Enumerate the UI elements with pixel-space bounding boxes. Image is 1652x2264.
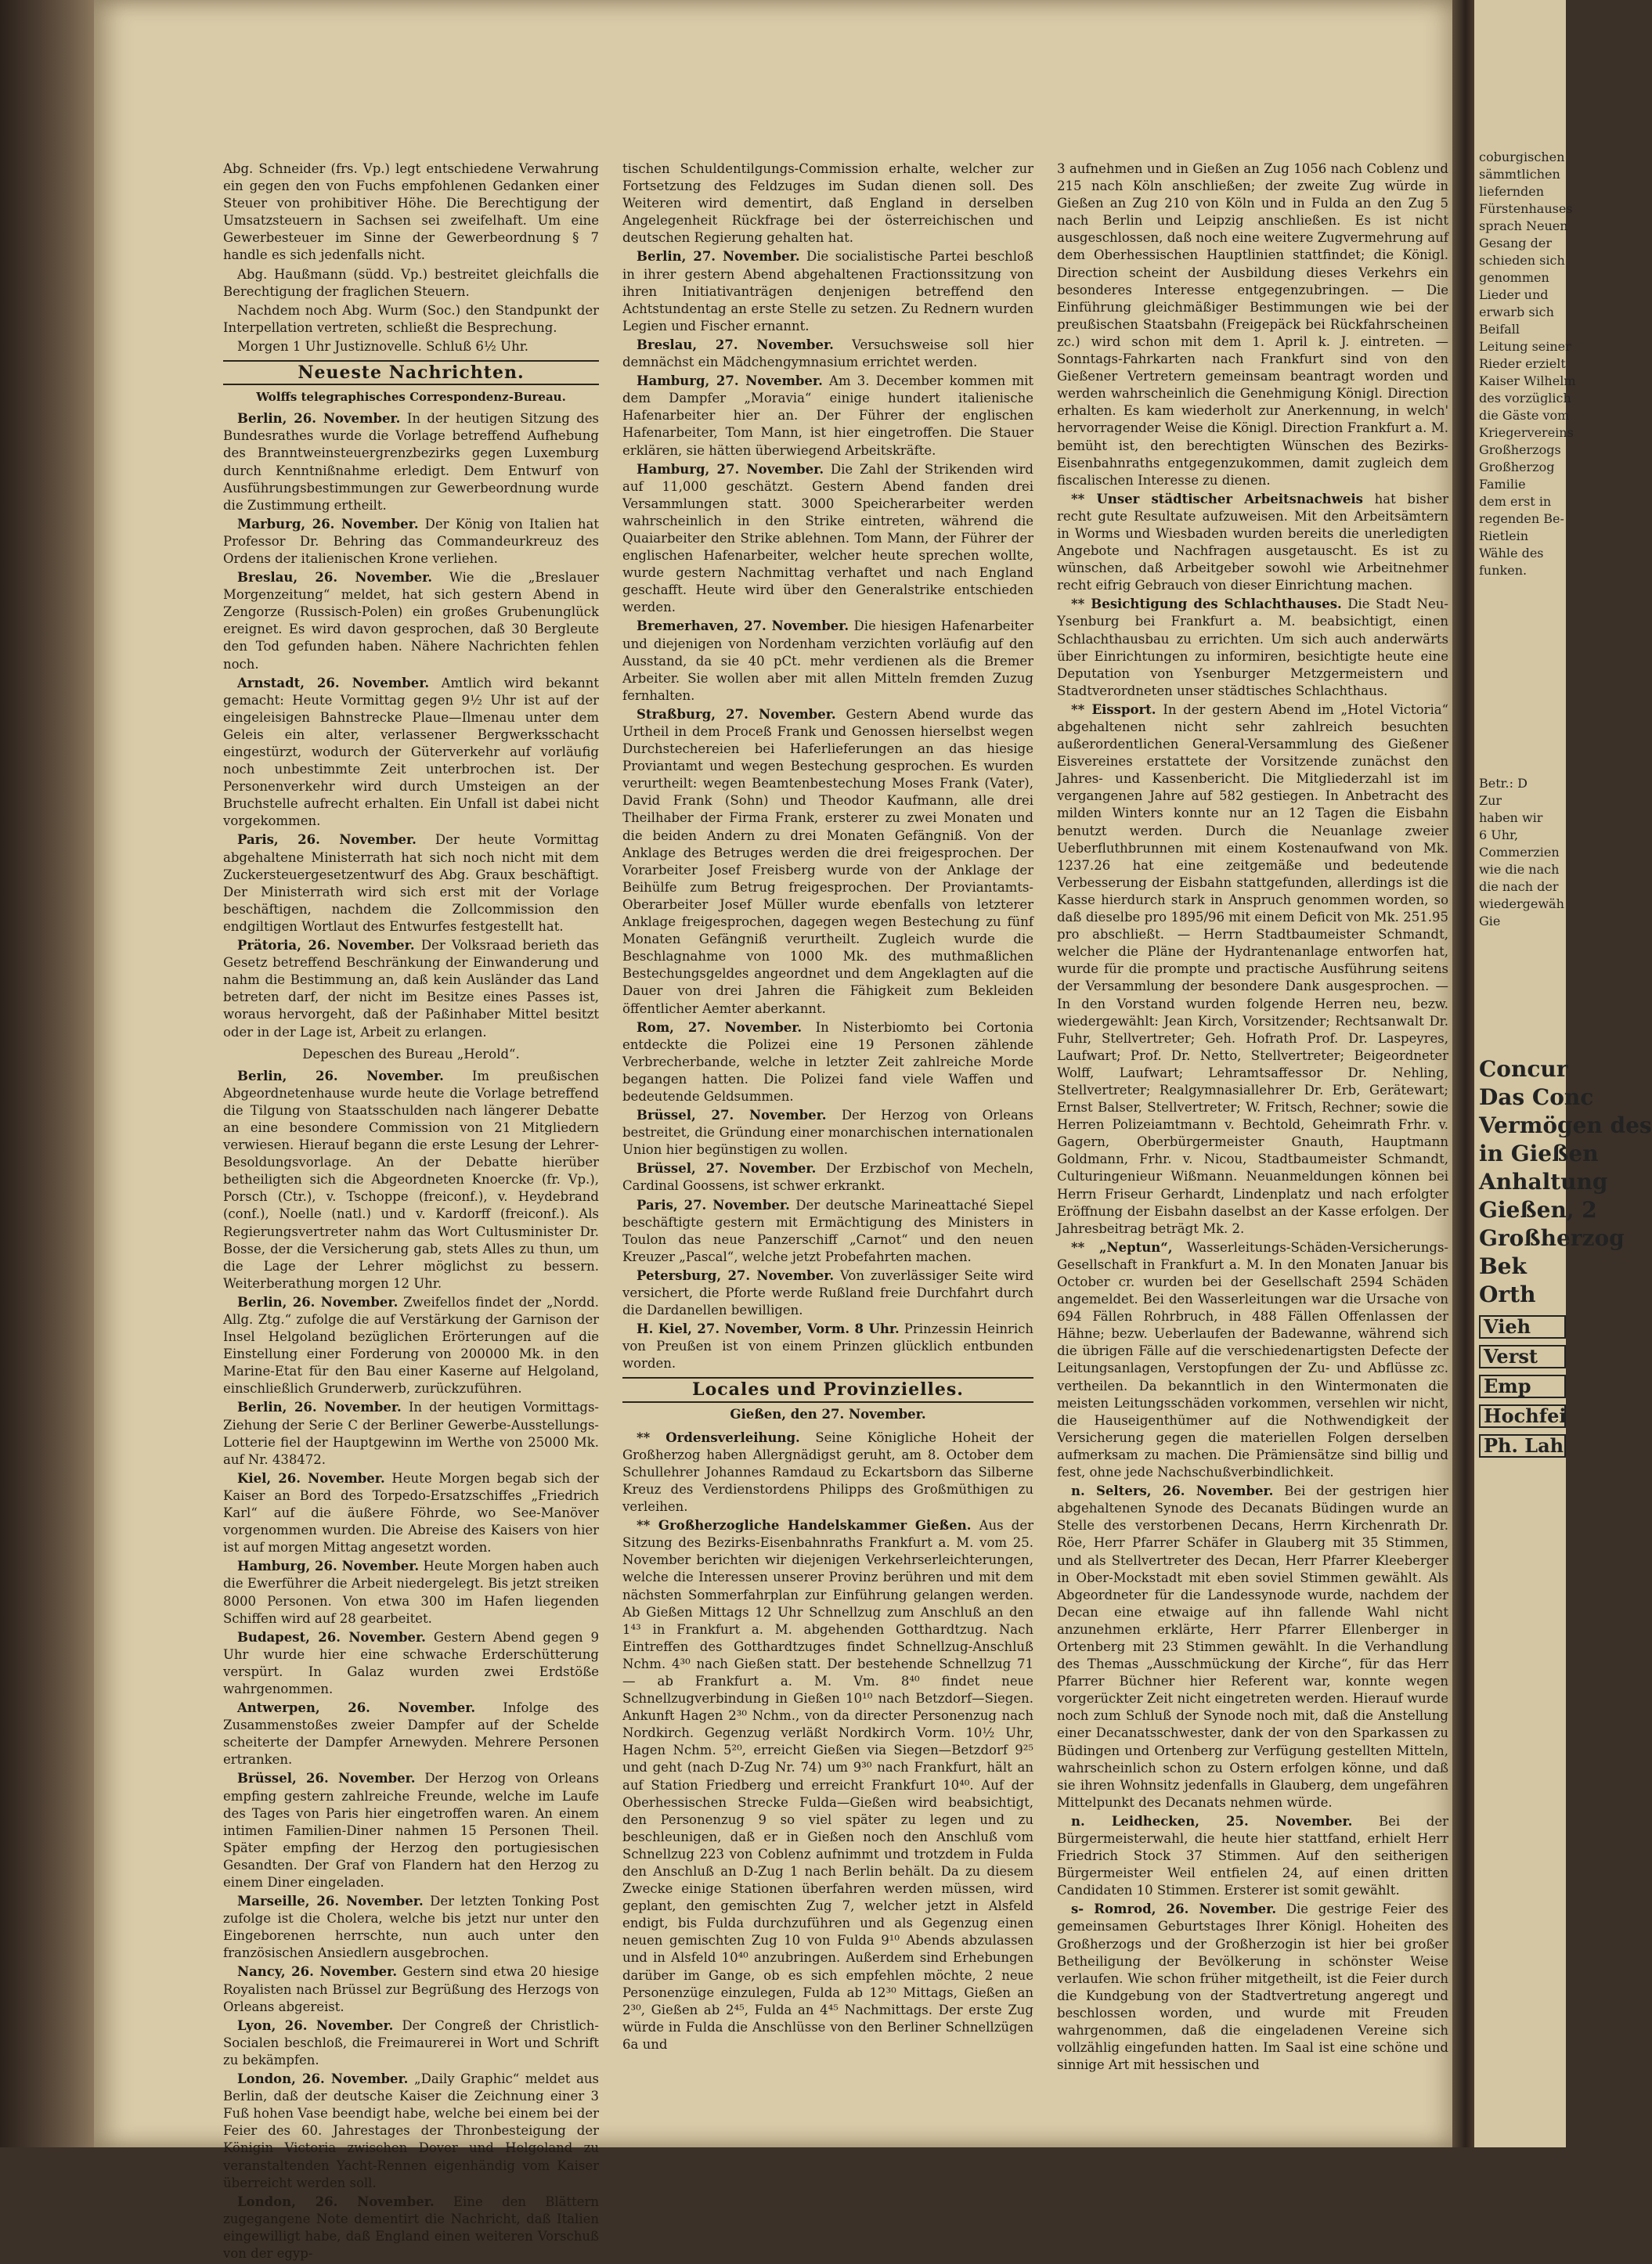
item-text: In der heutigen Sitzung des Bundesrathes wurde die Vorlage betreffend Aufhebung des Branntweinsteuergrenzbezirks gegen Luxemburg durch Kenntnißnahme erledigt. Dem Entwurf von Ausführungsbestimmungen zur Gewerbeordnung wurde die Zustimmung ertheilt. <box>223 411 600 513</box>
item-dateline: Petersburg, 27. November. <box>637 1267 835 1283</box>
fragment-lines <box>1474 579 1566 930</box>
item-text: Bei der Bürgermeisterwahl, die heute hier stattfand, erhielt Herr Friedrich Stock 37 Stimmen. Auf den seitherigen Bürgermeister Weil entfielen 24, auf einen dritten Candidaten 10 Stimmen. Ersterer ist somit gewählt. <box>1057 1813 1448 1898</box>
column-2 <box>622 160 1033 2055</box>
news-item <box>622 160 1033 247</box>
news-item <box>1057 1901 1448 2074</box>
fragment-line: Gesang der <box>1479 236 1552 251</box>
item-dateline: Berlin, 26. November. <box>237 411 401 427</box>
fragment-line: Rietlein <box>1479 528 1529 543</box>
fragment-line: sprach Neuen <box>1479 218 1568 233</box>
item-text: Gestern sind etwa 20 hiesige Royalisten nach Brüssel zur Begrüßung des Herzogs von Orleans abgereist. <box>223 1964 600 2014</box>
fragment-line: haben wir <box>1479 810 1543 825</box>
fragment-line: Hochfei <box>1479 1404 1566 1428</box>
fragment-line: erwarb sich <box>1479 305 1554 319</box>
news-item <box>223 1068 599 1292</box>
fragment-line: Kaiser Wilhelm <box>1479 373 1576 388</box>
item-text: Im preußischen Abgeordnetenhause wurde heute die Vorlage betreffend die Tilgung von Staatsschulden nach längerer Debatte an eine besondere Commission von 21 Mitgliedern verwiesen. Hierauf begann die erste Lesung der Lehrer-Besoldungsvorlage. An der Debatte hierüber betheiligten sich die Abgeordneten Knoercke (fr. Vp.), Porsch (Ctr.), v. Tschoppe (freiconf.), v. Heydebrand (conf.), Noelle (natl.) und v. Kardorff (freiconf.). Als Regierungsvertreter nahm das Wort Cultusminister Dr. Bosse, der die Versicherung gab, stets Alles zu thun, um die Lage der Lehrer möglichst zu bessern. Weiterberathung morgen 12 Uhr. <box>223 1068 599 1291</box>
item-text: In der gestern Abend im „Hotel Victoria“ abgehaltenen nicht sehr zahlreich besuchten außerordentlichen General-Versammlung des Gießener Eisvereines erstattete der Vorsitzende zunächst den Jahres- und Kassenbericht. Die Mitgliederzahl ist im vergangenen Jahre auf 582 gestiegen. In Anbetracht des milden Winters konnte nur an 12 Tagen die Eisbahn benutzt werden. Durch die Neuanlage zweier Ueberfluthbrunnen mit einem Kostenaufwand von Mk. 1237.26 hat eine zeitgemäße und bedeutende Verbesserung der Eisbahn stattgefunden, allerdings ist die Kasse hierdurch stark in Anspruch genommen worden, so daß dieselbe pro 1895/96 mit einem Deficit von Mk. 251.95 pro abschließt. — Herrn Stadtbaumeister Schmandt, welcher die Pläne der Hydrantenanlage entworfen hat, wurde für die prompte und practische Ausführung seitens der Versammlung der besondere Dank ausgesprochen. — In den Vorstand wurden folgende Herren neu, bezw. wiedergewählt: Jean Kirch, Vorsitzender; Rechtsanwalt Dr. Fuhr, Stellvertreter; Geh. Hofrath Prof. Dr. Laspeyres, Laufwart; Prof. Dr. Netto, Stellvertreter; Beigeordneter Wolff, Laufwart; Lehramtsaffessor Dr. Nehling, Stellvertreter; Realgymnasiallehrer Dr. Erb, Gerätewart; Ernst Balser, Stellvertreter; W. Fritsch, Rechner; sowie die Herren Polizeiamtmann v. Bechtold, Geheimrath Frhr. v. Gagern, Oberbürgermeister Gnauth, Hauptmann Goldmann, Frhr. v. Nicou, Stadtbaumeister Schmandt, Culturingenieur Wißmann. Neuanmeldungen können bei Herrn Friseur Gerhardt, Lindenplatz und nach erfolgter Eröffnung der Eisbahn daselbst an der Kasse erfolgen. Der Jahresbeitrag beträgt Mk. 2. <box>1057 701 1448 1236</box>
news-item <box>223 410 599 514</box>
news-list <box>223 410 599 1040</box>
item-text: Infolge des Zusammenstoßes zweier Dampfer auf der Schelde scheiterte der Dampfer Arnewyden. Mehrere Personen ertranken. <box>223 1700 599 1768</box>
item-dateline: Paris, 26. November. <box>237 832 417 848</box>
fragment-line: Wähle des <box>1479 546 1544 561</box>
fragment-line: sämmtlichen <box>1479 167 1560 182</box>
fragment-line: Fürstenhauses <box>1479 201 1573 216</box>
adjacent-page <box>1474 0 1652 2147</box>
item-text: hat bisher recht gute Resultate aufzuweisen. Mit den Arbeitsämtern in Worms und Wiesbaden wurden bereits die unerledigten Angebote und Nachfragen ausgetauscht. Es ist zu wünschen, daß Arbeitgeber sowohl wie Arbeitnehmer recht eifrig Gebrauch von dieser Einrichtung machen. <box>1057 491 1448 593</box>
fragment-line: Lieder und <box>1479 287 1549 302</box>
item-text: Amtlich wird bekannt gemacht: Heute Vormittag gegen 9½ Uhr ist auf der eingeleisigen Bahnstrecke Plaue—Ilmenau unter dem Geleis ein alter, verlassener Bergwerksschacht eingestürzt, wodurch der Güterverkehr auf vorläufig noch unbestimmte Zeit unterbrochen ist. Der Personenverkehr wird durch Umsteigen an der Bruchstelle aufrecht erhalten. Ein Unfall ist dabei nicht vorgekommen. <box>223 675 599 829</box>
item-dateline: Budapest, 26. November. <box>237 1629 426 1645</box>
fragment-line: Gie <box>1479 914 1501 928</box>
fragment-line: Beifall <box>1479 322 1520 337</box>
fragment-line: Rieder erzielt <box>1479 356 1566 371</box>
item-dateline: ** Unser städtischer Arbeitsnachweis <box>1071 491 1363 507</box>
item-dateline: Brüssel, 27. November. <box>637 1108 827 1123</box>
item-text: Gestern Abend gegen 9 Uhr wurde hier eine schwache Erderschütterung verspürt. In Galaz wurden zwei Erdstöße wahrgenommen. <box>223 1629 599 1696</box>
item-text: „Daily Graphic“ meldet aus Berlin, daß der deutsche Kaiser die Zeichnung einer 3 Fuß hohen Vase beendigt habe, welche bei einem bei der Feier des 60. Jahrestages der Thronbesteigung der Königin Victoria zwischen Dover und Helgoland zu veranstaltenden Yacht-Rennen eigenhändig vom Kaiser überreicht werden soll. <box>223 2071 600 2190</box>
fragment-line: liefernden <box>1479 184 1545 199</box>
item-dateline: Lyon, 26. November. <box>237 2017 394 2033</box>
fragment-line: Großherzog <box>1479 1225 1625 1251</box>
item-dateline: s- Romrod, 26. November. <box>1071 1902 1277 1917</box>
item-dateline: Marseille, 26. November. <box>237 1894 424 1909</box>
item-dateline: n. Selters, 26. November. <box>1071 1483 1274 1499</box>
paragraph: Morgen 1 Uhr Justiznovelle. Schluß 6½ Uhr. <box>237 338 529 354</box>
item-dateline: Hamburg, 27. November. <box>637 373 823 389</box>
fragment-line: coburgischen <box>1479 150 1565 164</box>
fragment-line: Verst <box>1479 1345 1566 1368</box>
news-item <box>223 831 599 936</box>
news-item <box>1057 1239 1448 1481</box>
item-dateline: Rom, 27. November. <box>637 1019 803 1035</box>
news-item <box>622 706 1033 1018</box>
news-item <box>622 461 1033 617</box>
page-gutter <box>1452 0 1474 2147</box>
fragment-line: die nach der <box>1479 879 1559 894</box>
item-dateline: Bremerhaven, 27. November. <box>637 618 849 634</box>
item-text: 3 aufnehmen und in Gießen an Zug 1056 nach Coblenz und 215 nach Köln anschließen; der zweite Zug würde in Gießen an Zug 210 von Köln und in Fulda an den Zug 5 nach Berlin und Leipzig anschließen. Es ist nicht ausgeschlossen, daß noch eine weitere Zugvermehrung auf dem Oberhessischen Hauptlinien stattfindet; die Königl. Direction scheint der Ausbildung dieses Verkehrs ein besonderes Interesse entgegenzubringen. — Die Einführung gleichmäßiger Bestimmungen wie bei der preußischen Staatsbahn (Freigepäck bei Rückfahrscheinen zc.) wird schon mit dem 1. April k. J. eintreten. — Sonntags-Fahrkarten nach Frankfurt sind von den Gießener Vertretern gemeinsam beantragt worden und werden wahrscheinlich die Genehmigung Königl. Direction erhalten. Es kam wiederholt zur Anerkennung, in welch' hervorragender Weise die Königl. Direction Frankfurt a. M. bemüht ist, den berechtigten Wünschen des Bezirks-Eisenbahnraths entgegenzukommen, damit zugleich dem fiscalischen Interesse zu dienen. <box>1057 161 1448 488</box>
fragment-line: funken. <box>1479 563 1528 578</box>
fragment-line: des vorzüglich <box>1479 391 1571 406</box>
fragment-line: wie die nach <box>1479 862 1560 877</box>
fragment-line: 6 Uhr, <box>1479 827 1519 842</box>
news-item <box>622 618 1033 704</box>
agency-header: Depeschen des Bureau „Herold“. <box>302 1046 520 1062</box>
item-dateline: London, 26. November. <box>237 2194 435 2209</box>
news-list <box>1057 160 1448 2074</box>
fragment-ads <box>1474 930 1652 1458</box>
item-dateline: ** Eissport. <box>1071 701 1156 717</box>
item-text: Prinzessin Heinrich von Preußen ist von einem Prinzen glücklich entbunden worden. <box>622 1321 1034 1372</box>
fragment-line: Großherzogs <box>1479 442 1561 457</box>
news-item <box>223 1700 599 1768</box>
item-dateline: ** Großherzogliche Handelskammer Gießen. <box>637 1518 972 1534</box>
item-text: Der Erzbischof von Mecheln, Cardinal Goossens, ist schwer erkrankt. <box>622 1161 1033 1194</box>
dateline: Gießen, den 27. November. <box>730 1406 926 1422</box>
item-dateline: Kiel, 26. November. <box>237 1470 385 1486</box>
item-dateline: Breslau, 27. November. <box>637 337 834 352</box>
fragment-line: wiedergewäh <box>1479 896 1564 911</box>
item-text: Die Zahl der Strikenden wird auf 11,000 geschätzt. Gestern Abend fanden drei Versammlungen statt. 3000 Speicherarbeiter werden wahrscheinlich in den Strike eintreten, während die Quaiarbeiter den Strike ablehnen. Tom Mann, der Führer der englischen Hafenarbeiter, welcher heute sprechen wollte, wurde gestern Nachmittag verhaftet und nach England geschafft. Heute wird über den Generalstrike entschieden werden. <box>622 461 1033 615</box>
fragment-line: Betr.: D <box>1479 776 1528 791</box>
item-dateline: Straßburg, 27. November. <box>637 706 836 722</box>
agency-header: Wolffs telegraphisches Correspondenz-Bureau. <box>256 390 566 405</box>
news-list <box>223 1068 599 2262</box>
column-1 <box>223 160 599 2264</box>
item-dateline: n. Leidhecken, 25. November. <box>1071 1813 1353 1829</box>
item-dateline: Berlin, 26. November. <box>237 1294 399 1310</box>
fragment-line: Leitung seiner <box>1479 339 1571 354</box>
news-item <box>1057 160 1448 489</box>
news-item <box>622 1107 1033 1159</box>
news-item <box>223 937 599 1041</box>
fragment-line: Orth <box>1479 1282 1536 1307</box>
item-dateline: Antwerpen, 26. November. <box>237 1700 476 1716</box>
item-dateline: Berlin, 27. November. <box>637 249 800 265</box>
item-text: In Nisterbiomto bei Cortonia entdeckte die Polizei eine 19 Personen zählende Verbrecherbande, welche in letzter Zeit zahlreiche Morde begangen hatten. Die Polizei fand viele Waffen und bedeutende Geldsummen. <box>622 1019 1033 1104</box>
section-title: Neueste Nachrichten. <box>223 360 599 385</box>
fragment-line: Ph. Lah <box>1479 1434 1566 1458</box>
item-text: Der Congreß der Christlich-Socialen beschloß, die Freimaurerei in Wort und Schrift zu bekämpfen. <box>223 2017 599 2068</box>
news-item <box>223 516 599 568</box>
item-text: Der heute Vormittag abgehaltene Ministerrath hat sich noch nicht mit dem Zuckersteuergesetzentwurf des Abg. Graux beschäftigt. Der Ministerrath wird sich erst mit der Vorlage beschäftigen, nachdem die Zollcommission den endgiltigen Wortlaut des Entwurfes festgestellt hat. <box>223 832 599 934</box>
item-text: Gestern Abend wurde das Urtheil in dem Proceß Frank und Genossen hierselbst wegen Durchstechereien bei Haferlieferungen an das hiesige Proviantamt und wegen Bestechung gesprochen. Es wurden verurtheilt: wegen Beamtenbestechung Moses Frank (Vater), David Frank (Sohn) und Theodor Kaufmann, alle drei Theilhaber der Firma Frank, ersterer zu zwei Monaten und die beiden Andern zu drei Monaten Gefängniß. Von der Anklage des Betruges werden die drei freigesprochen. Der Vorarbeiter Josef Freisberg wurde von der Anklage der Beihülfe zum Betrug freigesprochen. Der Proviantamts-Oberarbeiter Josef Müller wurde ebenfalls von letzterer Anklage freigesprochen, dagegen wegen Bestechung zu fünf Monaten Gefängniß verurtheilt. Zugleich wurde die Beschlagnahme von 1000 Mk. des muthmaßlichen Bestechungsgeldes angeordnet und dem Angeklagten auf die Dauer von drei Jahren die Fähigkeit zum Bekleiden öffentlicher Aemter aberkannt. <box>622 706 1033 1016</box>
fragment-line: Concur <box>1479 1056 1568 1082</box>
paragraph: Abg. Schneider (frs. Vp.) legt entschiedene Verwahrung ein gegen den von Fuchs empfohlenen Gedanken einer Steuer von prohibitiver Höhe. Die Berechtigung der Umsatzsteuern in Sachsen sei zweifelhaft. Um eine Gewerbesteuer im Sinne der Gewerbeordnung § 7 handle es sich jedenfalls nicht. <box>223 161 599 263</box>
news-item <box>223 2194 599 2262</box>
item-text: Bei der gestrigen hier abgehaltenen Synode des Decanats Büdingen wurde an Stelle des verstorbenen Decans, Herrn Kirchenrath Dr. Röe, Herr Pfarrer Schäfer in Glauberg mit 35 Stimmen, und als Stellvertreter des Decan, Herr Pfarrer Kleeberger in Ober-Mockstadt mit eben soviel Stimmen gewählt. Als Abgeordneter für die Landessynode wurde, nachdem der Decan eine etwaige auf ihn fallende Wahl nicht anzunehmen erklärte, Herr Pfarrer Ellenberger in Ortenberg mit 23 Stimmen gewählt. In die Verhandlung des Themas „Ausschmückung der Kirche“, für das Herr Pfarrer Büchner hier Referent war, konnte wegen vorgerückter Zeit nicht eingetreten werden. Hierauf wurde noch zum Schluß der Synode noch mit, daß die Anstellung einer Decanatsschwester, dank der von den Sparkassen zu Büdingen und Ortenberg zur Verfügung gestellten Mitteln, wahrscheinlich schon zu Ostern erfolgen könne, und daß sie ihren Wohnsitz jedenfalls in Glauberg, dem ungefähren Mittelpunkt des Decanats nehmen würde. <box>1057 1483 1449 1810</box>
item-text: Die Stadt Neu-Ysenburg bei Frankfurt a. M. beabsichtigt, einen Schlachthausbau zu errichten. Um sich auch anderwärts über Einrichtungen zu informiren, besichtigte heute eine Deputation von Ysenburger Metzgermeistern und Stadtverordneten unser städtisches Schlachthaus. <box>1057 597 1448 698</box>
item-dateline: Berlin, 26. November. <box>237 1400 402 1415</box>
paragraph: Nachdem noch Abg. Wurm (Soc.) den Standpunkt der Interpellation vertreten, schließt die Besprechung. <box>223 302 599 335</box>
news-item <box>622 337 1033 371</box>
news-item <box>223 2071 599 2192</box>
news-item <box>223 1629 599 1698</box>
item-text: Von zuverlässiger Seite wird versichert, die Pforte werde Rußland freie Durchfahrt durch die Dardanellen bewilligen. <box>622 1267 1034 1318</box>
fragment-line: Vermögen des <box>1479 1112 1652 1138</box>
item-dateline: Paris, 27. November. <box>637 1197 790 1213</box>
fragment-lines <box>1474 0 1576 579</box>
fragment-line: genommen <box>1479 270 1549 285</box>
fragment-line: regenden Be- <box>1479 511 1564 526</box>
news-item <box>1057 1813 1448 1899</box>
fragment-line: Commerzien <box>1479 845 1560 860</box>
news-list <box>622 1429 1033 2053</box>
item-text: Die hiesigen Hafenarbeiter und diejenigen von Nordenham verzichten vorläufig auf den Ausstand, da sie 40 pCt. mehr verdienen als die Bremer Arbeiter. Sie wollen aber mit allen Mitteln fremden Zuzug fernhalten. <box>622 618 1034 703</box>
item-text: Der Herzog von Orleans empfing gestern zahlreiche Freunde, welche im Laufe des Tages von Paris hier eingetroffen waren. An einem intimen Familien-Diner nahmen 15 Personen Theil. Später empfing der Herzog den portugiesischen Gesandten. Der Graf von Flandern hat den Herzog zu einem Diner eingeladen. <box>223 1771 599 1890</box>
item-dateline: Brüssel, 27. November. <box>637 1161 817 1177</box>
fragment-line: Emp <box>1479 1375 1566 1398</box>
item-text: Seine Königliche Hoheit der Großherzog haben Allergnädigst geruht, am 8. October dem Schullehrer Johannes Ramdaud zu Eckartsborn das Silberne Kreuz des Verdienstordens Philipps des Großmüthigen zu verleihen. <box>622 1429 1033 1515</box>
top-block <box>223 160 599 355</box>
news-item <box>622 1517 1033 2053</box>
news-item <box>622 1321 1033 1372</box>
fragment-line: Zur <box>1479 793 1502 808</box>
news-item <box>223 1893 599 1962</box>
news-item <box>1057 491 1448 595</box>
item-text: Versuchsweise soll hier demnächst ein Mädchengymnasium errichtet werden. <box>622 337 1033 370</box>
item-text: Wasserleitungs-Schäden-Versicherungs-Gesellschaft in Frankfurt a. M. In den Monaten Januar bis October cr. wurden bei der Gesellschaft 2594 Schäden angemeldet. Bei den Wasserleitungen war die Ursache von 694 Fällen Rohrbruch, in 488 Fällen Offenlassen der Hähne; bezw. Ueberlaufen der Badewanne, während sich die übrigen Fälle auf die verschiedenartigsten Defecte der Leitungsanlagen, Verstopfungen der Zu- und Abflüsse zc. vertheilen. Da bekanntlich in den Wintermonaten die meisten Leitungsschäden vorkommen, versehlen wir nicht, die Hauseigenthümer auf die Nothwendigkeit der Versicherung gegen die materiellen Folgen derselben aufmerksam zu machen. Die Prämiensätze sind billig und fest, ohne jede Nachschußverbindlichkeit. <box>1057 1239 1448 1480</box>
news-item <box>1057 1483 1448 1812</box>
fragment-line: schieden sich <box>1479 253 1565 268</box>
item-dateline: Hamburg, 27. November. <box>637 461 824 477</box>
item-dateline: ** Besichtigung des Schlachthauses. <box>1071 597 1342 612</box>
news-list <box>622 160 1033 1372</box>
item-dateline: ** „Neptun“, <box>1071 1239 1173 1255</box>
paragraph: Abg. Haußmann (südd. Vp.) bestreitet gleichfalls die Berechtigung der fraglichen Steuern. <box>223 266 599 299</box>
item-dateline: H. Kiel, 27. November, Vorm. 8 Uhr. <box>637 1321 900 1337</box>
item-text: Zweifellos findet der „Nordd. Allg. Ztg.“ zufolge die auf Verstärkung der Garnison der Insel Helgoland bezüglichen Erörterungen auf die Einstellung einer Forderung von 200000 Mk. in den Marine-Etat für den Bau einer Kaserne auf Helgoland, einschließlich Grunderwerb, zurückzuführen. <box>223 1294 599 1397</box>
news-item <box>223 2017 599 2069</box>
item-text: Der letzten Tonking Post zufolge ist die Cholera, welche bis jetzt nur unter den Eingeborenen herrschte, nun auch unter den französischen Ansiedlern ausgebrochen. <box>223 1894 599 1961</box>
news-item <box>1057 596 1448 700</box>
item-dateline: Berlin, 26. November. <box>237 1068 444 1083</box>
item-dateline: Breslau, 26. November. <box>237 570 433 586</box>
item-text: Heute Morgen haben auch die Ewerführer die Arbeit niedergelegt. Bis jetzt streiken 8000 Personen. Von etwa 300 im Hafen liegenden Schiffen wird auf 28 gearbeitet. <box>223 1559 599 1626</box>
news-item <box>223 675 599 831</box>
fragment-line: dem erst in <box>1479 494 1552 509</box>
item-text: Wie die „Breslauer Morgenzeitung“ meldet, hat sich gestern Abend in Zengorze (Russisch-Polen) ein großes Grubenunglück ereignet. Es wird davon gesprochen, daß 30 Bergleute den Tod gefunden haben. Nähere Nachrichten fehlen noch. <box>223 570 599 672</box>
news-item <box>223 1558 599 1627</box>
fragment-line: die Gäste vom <box>1479 408 1570 423</box>
column-3 <box>1057 160 1448 2075</box>
news-item <box>622 1019 1033 1105</box>
fragment-line: Anhaltung <box>1479 1169 1608 1195</box>
news-item <box>1057 701 1448 1238</box>
fragment-line: Das Conc <box>1479 1084 1594 1110</box>
fragment-line: Familie <box>1479 477 1526 492</box>
news-item <box>622 248 1033 334</box>
fragment-line: Gießen, 2 <box>1479 1197 1597 1223</box>
item-text: Der deutsche Marineattaché Siepel beschäftigte gestern mit Ermächtigung des Ministers in Toulon das neue Panzerschiff „Carnot“ und den neuen Kreuzer „Pascal“, welche jetzt Probefahrten machen. <box>622 1197 1034 1264</box>
book-edge <box>0 0 94 2147</box>
item-text: In der heutigen Vormittags-Ziehung der Serie C der Berliner Gewerbe-Ausstellungs-Lotterie fiel der Hauptgewinn im Werthe von 25000 Mk. auf Nr. 438472. <box>223 1400 600 1467</box>
item-text: Heute Morgen begab sich der Kaiser an Bord des Torpedo-Ersatzschiffes „Friedrich Karl“ auf die äußere Föhrde, wo See-Manöver vorgenommen wurden. Die Abreise des Kaisers von hier ist auf morgen Mittag angesetzt worden. <box>223 1470 599 1556</box>
item-text: Eine den Blättern zugegangene Note dementirt die Nachricht, daß Italien eingewilligt habe, daß England einen weiteren Vorschuß von der egyp- <box>223 2194 600 2261</box>
item-dateline: ** Ordensverleihung. <box>637 1429 800 1445</box>
item-text: Die socialistische Partei beschloß in ihrer gestern Abend abgehaltenen Fractionssitzung von ihren Initiativanträgen denjenigen betreffend den Achtstundentag an erste Stelle zu setzen. Zu Rednern wurden Legien und Fischer ernannt. <box>622 249 1033 333</box>
news-item <box>223 1770 599 1891</box>
item-text: Am 3. December kommen mit dem Dampfer „Moravia“ einige hundert italienische Hafenarbeiter hier an. Der Führer der englischen Hafenarbeiter, Tom Mann, ist hier eingetroffen. Die Stauer erklären, sie hätten überwiegend Arbeitskräfte. <box>622 373 1033 458</box>
news-item <box>223 1399 599 1468</box>
item-dateline: Nancy, 26. November. <box>237 1964 398 1980</box>
news-item <box>622 1267 1033 1319</box>
fragment-line: Vieh <box>1479 1315 1566 1339</box>
fragment-line: Großherzog <box>1479 460 1555 474</box>
item-dateline: Marburg, 26. November. <box>237 516 419 532</box>
news-item <box>622 1160 1033 1195</box>
news-item <box>622 1197 1033 1266</box>
item-dateline: Brüssel, 26. November. <box>237 1771 416 1786</box>
item-dateline: Prätoria, 26. November. <box>237 938 415 954</box>
news-item <box>622 373 1033 459</box>
fragment-line: Kriegervereins <box>1479 425 1574 440</box>
item-dateline: Arnstadt, 26. November. <box>237 675 430 690</box>
item-dateline: Hamburg, 26. November. <box>237 1559 420 1574</box>
item-text: Der Volksraad berieth das Gesetz betreffend Beschränkung der Einwanderung und nahm die Bestimmung an, daß kein Ausländer das Land betreten darf, der nicht im Besitze eines Passes ist, woraus hervorgeht, daß der Paßinhaber Mittel besitzt oder in der Lage ist, Arbeit zu erlangen. <box>223 938 599 1040</box>
item-text: Der König von Italien hat Professor Dr. Behring das Commandeurkreuz des Ordens der italienischen Krone verliehen. <box>223 516 600 566</box>
item-text: Der Herzog von Orleans bestreitet, die Gründung einer monarchischen internationalen Union hier begünstigen zu wollen. <box>622 1108 1033 1158</box>
news-item <box>622 1429 1033 1516</box>
item-text: tischen Schuldentilgungs-Commission erhalte, welcher zur Fortsetzung des Feldzuges im Sudan dienen soll. Des Weiteren wird dementirt, daß England in derselben Angelegenheit Rückfrage bei der österreichischen und deutschen Regierung gehalten hat. <box>622 161 1033 246</box>
news-item <box>223 1963 599 2015</box>
news-item <box>223 1294 599 1398</box>
item-dateline: London, 26. November. <box>237 2071 409 2087</box>
fragment-line: in Gießen <box>1479 1141 1599 1166</box>
news-item <box>223 1470 599 1556</box>
section-title: Locales und Provinzielles. <box>622 1377 1033 1402</box>
news-item <box>223 569 599 673</box>
fragment-line: Bek <box>1479 1253 1527 1279</box>
item-text: Die gestrige Feier des gemeinsamen Geburtstages Ihrer Königl. Hoheiten des Großherzogs und der Großherzogin ist hier bei großer Betheiligung der Bevölkerung in schönster Weise verlaufen. Wie schon früher mitgetheilt, ist die Feier durch die Kundgebung von der Stadtvertretung angeregt und beschlossen worden, und wurde mit Freuden wahrgenommen, daß die eingeladenen Vereine sich vollzählig eingefunden hatten. Im Saal ist eine schöne und sinnige Art mit hessischen und <box>1057 1902 1448 2073</box>
item-text: Aus der Sitzung des Bezirks-Eisenbahnraths Frankfurt a. M. vom 25. November berichten wir diejenigen Verkehrserleichterungen, welche die Interessen unserer Provinz berühren und mit dem nächsten Sommerfahrplan zur Einführung gelangen werden. Ab Gießen Mittags 12 Uhr Schnellzug zum Anschluß an den 1⁴³ in Frankfurt a. M. abgehenden Gotthardtzug. Nach Eintreffen des Gotthardtzuges findet Schnellzug-Anschluß Nchm. 4³⁰ nach Gießen statt. Der bestehende Schnellzug 71 — ab Frankfurt a. M. Vm. 8⁴⁰ findet neue Schnellzugverbindung in Gießen 10¹⁰ nach Betzdorf—Siegen. Ankunft Hagen 2³⁰ Nchm., von da directer Personenzug nach Nordkirch. Gegenzug verläßt Nordkirch Vorm. 10½ Uhr, Hagen Nchm. 5²⁰, erreicht Gießen via Siegen—Betzdorf 9²⁵ und geht (nach D-Zug Nr. 74) um 9³⁰ nach Frankfurt, hält an auf Station Friedberg und erreicht Frankfurt 10⁴⁰. Auf der Oberhessischen Strecke Fulda—Gießen wird beabsichtigt, den Personenzug 9 so viel später zu legen und zu beschleunigen, daß er in Gießen noch den Anschluß vom Schnellzug 223 von Coblenz aufnimmt und trotzdem in Fulda den Anschluß an D-Zug 1 nach Berlin behält. Da zu diesem Zwecke einige Stationen überfahren werden müssen, wird geplant, den gemischten Zug 7, welcher jetzt in Alsfeld endigt, bis Fulda durchzuführen und als Gegenzug einen neuen gemischten Zug 10 von Fulda 9¹⁰ Abends abzulassen und in Alsfeld 10⁴⁰ anzubringen. Außerdem sind Erhebungen darüber im Gange, ob es sich empfehlen möchte, 2 neue Personenzüge einzulegen, Fulda ab 12³⁰ Mittags, Gießen an 2³⁰, Gießen ab 2⁴⁵, Fulda an 4⁴⁵ Nachmittags. Der erste Zug würde in Fulda die Anschlüsse von den Berliner Schnellzügen 6a und <box>622 1518 1033 2052</box>
